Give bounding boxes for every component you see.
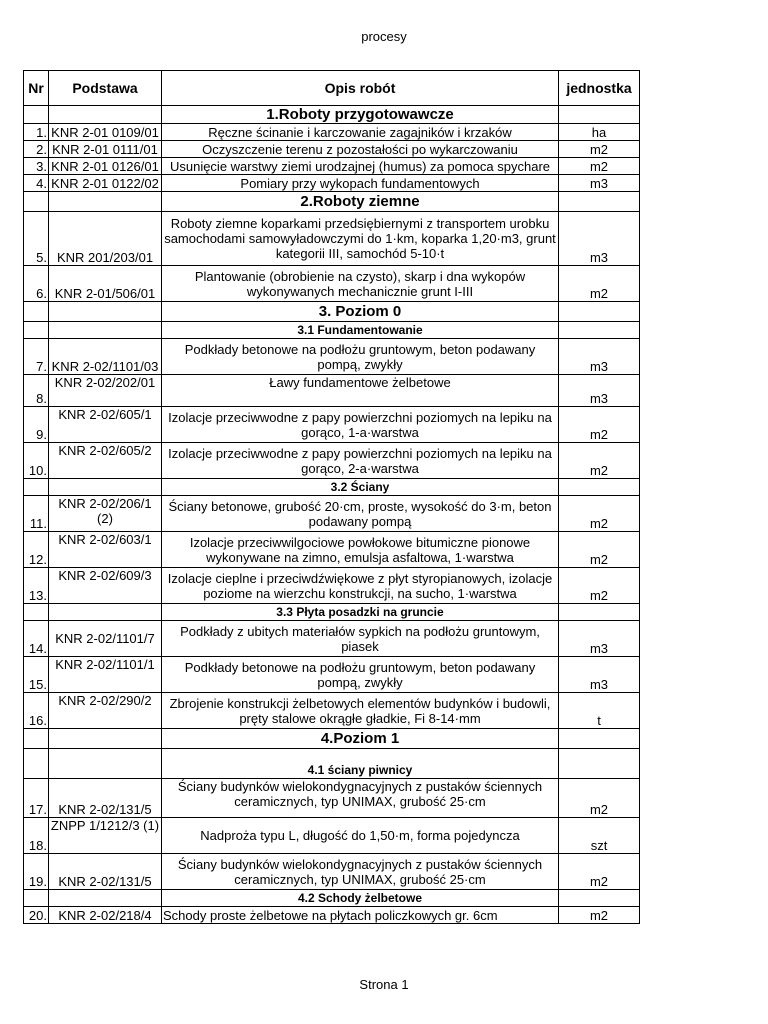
- row-unit: m3: [559, 212, 640, 266]
- row-unit: m3: [559, 621, 640, 657]
- subsection-row: [24, 322, 640, 339]
- table-row: [24, 175, 640, 192]
- table-row: [24, 375, 640, 407]
- table-header-row: [24, 71, 640, 106]
- table-row: [24, 907, 640, 924]
- row-unit: t: [559, 693, 640, 729]
- row-nr: 4.: [24, 175, 49, 192]
- table-row: [24, 496, 640, 532]
- row-unit: m2: [559, 443, 640, 479]
- row-nr: 16.: [24, 693, 49, 729]
- section-row: [24, 729, 640, 749]
- row-description: Izolacje cieplne i przeciwdźwiękowe z płyt styropianowych, izolacje poziome na wierzchu konstrukcji, na sucho, 1·warstwa: [162, 568, 559, 604]
- works-table: [23, 70, 640, 924]
- row-nr: 14.: [24, 621, 49, 657]
- row-nr: 8.: [24, 375, 49, 407]
- row-unit: m3: [559, 375, 640, 407]
- row-unit: m3: [559, 175, 640, 192]
- row-description: Izolacje przeciwwodne z papy powierzchni poziomych na lepiku na gorąco, 1-a·warstwa: [162, 407, 559, 443]
- row-unit: m3: [559, 339, 640, 375]
- row-basis: KNR 201/203/01: [49, 212, 162, 266]
- row-description: Pomiary przy wykopach fundamentowych: [162, 175, 559, 192]
- subsection-row: [24, 479, 640, 496]
- row-description: Podkłady betonowe na podłożu gruntowym, beton podawany pompą, zwykły: [162, 339, 559, 375]
- row-basis: ZNPP 1/1212/3 (1): [49, 818, 162, 854]
- row-basis: KNR 2-01/506/01: [49, 266, 162, 302]
- row-nr: 20.: [24, 907, 49, 924]
- row-nr: 11.: [24, 496, 49, 532]
- section-title: 2.Roboty ziemne: [162, 192, 559, 212]
- row-basis: KNR 2-02/202/01: [49, 375, 162, 407]
- row-unit: szt: [559, 818, 640, 854]
- table-row: [24, 212, 640, 266]
- header-nr: Nr: [24, 71, 49, 106]
- row-description: Podkłady z ubitych materiałów sypkich na podłożu gruntowym, piasek: [162, 621, 559, 657]
- row-basis: KNR 2-02/603/1: [49, 532, 162, 568]
- table-row: [24, 779, 640, 818]
- row-basis: KNR 2-02/605/2: [49, 443, 162, 479]
- header-basis: Podstawa: [49, 71, 162, 106]
- row-nr: 7.: [24, 339, 49, 375]
- row-nr: 2.: [24, 141, 49, 158]
- row-nr: 1.: [24, 124, 49, 141]
- row-basis: KNR 2-01 0122/02: [49, 175, 162, 192]
- table-row: [24, 339, 640, 375]
- subsection-title: 3.3 Płyta posadzki na gruncie: [162, 604, 559, 621]
- row-nr: 9.: [24, 407, 49, 443]
- row-unit: m2: [559, 141, 640, 158]
- section-title: 3. Poziom 0: [162, 302, 559, 322]
- section-title: 1.Roboty przygotowawcze: [162, 106, 559, 124]
- subsection-row: [24, 604, 640, 621]
- subsection-row: [24, 890, 640, 907]
- row-basis: KNR 2-01 0111/01: [49, 141, 162, 158]
- header-description: Opis robót: [162, 71, 559, 106]
- row-unit: m2: [559, 158, 640, 175]
- row-unit: m2: [559, 779, 640, 818]
- row-basis: KNR 2-01 0109/01: [49, 124, 162, 141]
- row-unit: m3: [559, 657, 640, 693]
- row-description: Usunięcie warstwy ziemi urodzajnej (humus) za pomoca spychare: [162, 158, 559, 175]
- row-description: Roboty ziemne koparkami przedsiębiernymi z transportem urobku samochodami samowyładowczymi do 1·km, koparka 1,20·m3, grunt kategorii III, samochód 5-10·t: [162, 212, 559, 266]
- row-nr: 13.: [24, 568, 49, 604]
- table-row: [24, 124, 640, 141]
- subsection-title: 3.2 Ściany: [162, 479, 559, 496]
- row-description: Plantowanie (obrobienie na czysto), skarp i dna wykopów wykonywanych mechanicznie grunt I-III: [162, 266, 559, 302]
- row-basis: KNR 2-02/605/1: [49, 407, 162, 443]
- row-basis: KNR 2-02/131/5: [49, 779, 162, 818]
- table-row: [24, 141, 640, 158]
- row-unit: m2: [559, 854, 640, 890]
- row-nr: 6.: [24, 266, 49, 302]
- row-nr: 17.: [24, 779, 49, 818]
- row-nr: 3.: [24, 158, 49, 175]
- subsection-title: 3.1 Fundamentowanie: [162, 322, 559, 339]
- row-unit: m2: [559, 532, 640, 568]
- table-row: [24, 443, 640, 479]
- page-title: procesy: [361, 29, 407, 44]
- row-description: Podkłady betonowe na podłożu gruntowym, beton podawany pompą, zwykły: [162, 657, 559, 693]
- section-title: 4.Poziom 1: [162, 729, 559, 749]
- table-row: [24, 621, 640, 657]
- row-basis: KNR 2-02/1101/7: [49, 621, 162, 657]
- table-row: [24, 266, 640, 302]
- subsection-title: 4.2 Schody żelbetowe: [162, 890, 559, 907]
- row-description: Ręczne ścinanie i karczowanie zagajników i krzaków: [162, 124, 559, 141]
- row-nr: 5.: [24, 212, 49, 266]
- table-row: [24, 657, 640, 693]
- row-unit: ha: [559, 124, 640, 141]
- row-unit: m2: [559, 496, 640, 532]
- table-row: [24, 532, 640, 568]
- table-row: [24, 158, 640, 175]
- row-nr: 12.: [24, 532, 49, 568]
- row-description: Oczyszczenie terenu z pozostałości po wykarczowaniu: [162, 141, 559, 158]
- section-row: [24, 302, 640, 322]
- page-footer: Strona 1: [359, 977, 409, 992]
- table-row: [24, 568, 640, 604]
- row-nr: 15.: [24, 657, 49, 693]
- subsection-row: [24, 749, 640, 779]
- row-description: Zbrojenie konstrukcji żelbetowych elementów budynków i budowli, pręty stalowe okrągłe gładkie, Fi 8-14·mm: [162, 693, 559, 729]
- table-row: [24, 407, 640, 443]
- row-description: Ściany budynków wielokondygnacyjnych z pustaków ściennych ceramicznych, typ UNIMAX, grubość 25·cm: [162, 779, 559, 818]
- row-basis: KNR 2-02/131/5: [49, 854, 162, 890]
- header-unit: jednostka: [559, 71, 640, 106]
- row-nr: 18.: [24, 818, 49, 854]
- table-row: [24, 693, 640, 729]
- row-unit: m2: [559, 907, 640, 924]
- row-basis: KNR 2-02/290/2: [49, 693, 162, 729]
- row-description: Ściany betonowe, grubość 20·cm, proste, wysokość do 3·m, beton podawany pompą: [162, 496, 559, 532]
- section-row: [24, 192, 640, 212]
- row-basis: KNR 2-02/218/4: [49, 907, 162, 924]
- row-description: Schody proste żelbetowe na płytach policzkowych gr. 6cm: [162, 907, 559, 924]
- row-basis: KNR 2-02/1101/1: [49, 657, 162, 693]
- row-basis: KNR 2-02/206/1 (2): [49, 496, 162, 532]
- row-unit: m2: [559, 407, 640, 443]
- table-row: [24, 854, 640, 890]
- subsection-title: 4.1 ściany piwnicy: [162, 749, 559, 779]
- row-description: Izolacje przeciwwodne z papy powierzchni poziomych na lepiku na gorąco, 2-a·warstwa: [162, 443, 559, 479]
- row-unit: m2: [559, 568, 640, 604]
- row-description: Izolacje przeciwwilgociowe powłokowe bitumiczne pionowe wykonywane na zimno, emulsja asfaltowa, 1·warstwa: [162, 532, 559, 568]
- section-row: [24, 106, 640, 124]
- row-description: Ściany budynków wielokondygnacyjnych z pustaków ściennych ceramicznych, typ UNIMAX, grubość 25·cm: [162, 854, 559, 890]
- row-basis: KNR 2-01 0126/01: [49, 158, 162, 175]
- table-row: [24, 818, 640, 854]
- row-basis: KNR 2-02/609/3: [49, 568, 162, 604]
- row-nr: 10.: [24, 443, 49, 479]
- row-unit: m2: [559, 266, 640, 302]
- row-description: Nadproża typu L, długość do 1,50·m, forma pojedyncza: [162, 818, 559, 854]
- row-nr: 19.: [24, 854, 49, 890]
- row-description: Ławy fundamentowe żelbetowe: [162, 375, 559, 407]
- row-basis: KNR 2-02/1101/03: [49, 339, 162, 375]
